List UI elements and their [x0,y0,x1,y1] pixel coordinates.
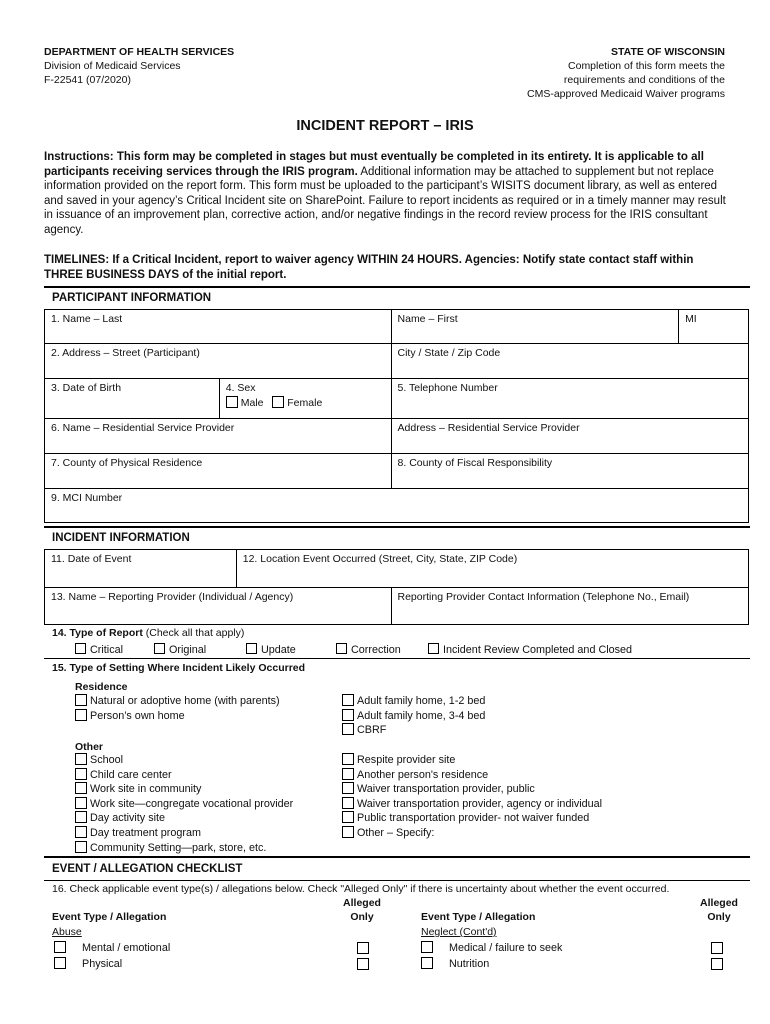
other-option[interactable] [342,782,602,797]
residential-provider-field[interactable]: 6. Name – Residential Service Provider [45,419,392,454]
alleged-header-left-1: Alleged [343,897,381,909]
option-label: Waiver transportation provider, agency or individual [357,797,603,810]
event-checkbox[interactable] [421,957,433,969]
residence-left-list [75,694,280,723]
event-type-header-left: Event Type / Allegation [52,911,167,923]
incident-table [44,549,749,625]
original-checkbox[interactable] [154,643,165,654]
event-checkbox[interactable] [54,957,66,969]
county-physical-field[interactable]: 7. County of Physical Residence [45,454,392,489]
option-label: Natural or adoptive home (with parents) [90,695,280,707]
state-name: STATE OF WISCONSIN [611,46,725,58]
reporting-contact-field[interactable]: Reporting Provider Contact Information (Telephone No., Email) [391,588,749,625]
form-title: INCIDENT REPORT – IRIS [296,118,474,134]
other-option[interactable] [342,753,602,768]
update-checkbox[interactable] [246,643,257,654]
other-left-list [75,753,293,855]
review-closed-label: Incident Review Completed and Closed [443,644,633,656]
checkbox[interactable] [75,782,87,794]
other-right-list [342,753,602,841]
correction-checkbox[interactable] [336,643,347,654]
alleged-header-left-2: Only [350,911,374,923]
report-type-label-bold: 14. Type of Report [52,627,143,639]
checkbox[interactable] [342,723,354,735]
event-label: Physical [82,958,123,970]
alleged-only-checkbox[interactable] [357,958,372,971]
option-label: Work site—congregate vocational provider [90,797,294,810]
option-label: Person’s own home [90,709,185,722]
form-number: F-22541 (07/2020) [44,74,131,86]
residence-option[interactable] [342,694,485,709]
residence-option[interactable] [342,709,485,724]
review-closed-checkbox[interactable] [428,643,439,654]
division-name: Division of Medicaid Services [44,60,181,72]
reporting-provider-field[interactable]: 13. Name – Reporting Provider (Individual / Agency) [45,588,392,625]
original-label: Original [169,644,207,656]
alleged-header-right-2: Only [707,911,731,923]
option-label: Adult family home, 3-4 bed [357,709,486,722]
checkbox[interactable] [75,811,87,823]
report-type-review-closed[interactable] [428,643,632,658]
option-label: Child care center [90,768,172,781]
instructions-bold: Instructions: This form may be completed in stages but must eventually be completed in its entirety. It is applicable to all participants receiving services through the IRIS program. [44,151,704,178]
participant-table [44,309,749,523]
checkbox[interactable] [342,782,354,794]
checkbox[interactable] [342,753,354,765]
address-field[interactable]: 2. Address – Street (Participant) [45,344,392,379]
event-title-divider [44,880,750,881]
checkbox[interactable] [342,797,354,809]
participant-section-divider [44,286,750,288]
first-name-field[interactable]: Name – First [391,310,679,344]
compliance-line-3: CMS-approved Medicaid Waiver programs [526,88,725,100]
option-label: Day treatment program [90,826,202,839]
option-label: Respite provider site [357,754,456,766]
option-label: Waiver transportation provider, public [357,783,535,796]
event-type-header-right: Event Type / Allegation [421,911,536,923]
alleged-only-checkbox[interactable] [357,942,372,955]
event-instruction: 16. Check applicable event type(s) / allegations below. Check "Alleged Only" if there is uncertainty about whether the event occurred. [52,883,670,895]
female-label: Female [287,397,323,409]
report-type-label-rest: (Check all that apply) [142,627,245,639]
residence-option[interactable] [75,709,280,724]
checkbox[interactable] [75,797,87,809]
abuse-group-label: Abuse [52,926,82,938]
report-type-correction[interactable] [336,643,401,658]
instructions [44,150,734,238]
checkbox[interactable] [75,753,87,765]
event-label: Mental / emotional [82,942,171,954]
other-option[interactable] [75,826,293,841]
option-label: Other – Specify: [357,826,435,839]
event-checkbox[interactable] [421,941,433,953]
event-location-field[interactable]: 12. Location Event Occurred (Street, City, State, ZIP Code) [236,550,748,588]
other-option[interactable] [75,811,293,826]
report-type-update[interactable] [246,643,296,658]
update-label: Update [261,644,296,656]
option-label: Public transportation provider- not waiver funded [357,812,590,825]
instructions-body: Additional information may be attached to supplement but not replace information provided on the report form. This form must be uploaded to the participant’s WISITS document library, as well as entered and saved in your agency’s Critical Incident site on SharePoint. Failure to report incidents as required or in a timely manner may result in issuance of an improvement plan, corrective action, and/or negative findings in the record review process for the IRIS consultant agency. [44,165,726,236]
residence-option[interactable] [342,723,485,738]
checkbox[interactable] [75,841,87,853]
option-label: School [90,754,124,766]
residence-option[interactable] [75,694,280,709]
sex-label: 4. Sex [225,382,256,394]
participant-section-title: PARTICIPANT INFORMATION [52,292,212,304]
female-checkbox[interactable] [272,396,284,408]
event-checkbox[interactable] [54,941,66,953]
last-name-field[interactable]: 1. Name – Last [45,310,392,344]
event-label: Nutrition [449,958,490,970]
checkbox[interactable] [75,768,87,780]
event-section-title: EVENT / ALLEGATION CHECKLIST [52,863,243,875]
event-row[interactable] [421,941,562,956]
checkbox[interactable] [75,826,87,838]
county-fiscal-field[interactable]: 8. County of Fiscal Responsibility [391,454,748,489]
male-label: Male [240,397,264,409]
incident-section-title: INCIDENT INFORMATION [52,532,190,544]
other-option[interactable] [75,841,293,856]
event-row[interactable] [54,941,170,956]
option-label: Another person's residence [357,768,489,781]
checkbox[interactable] [75,709,87,721]
event-section-divider [44,856,750,858]
residence-right-list [342,694,485,738]
alleged-only-checkbox[interactable] [711,958,726,971]
compliance-line-2: requirements and conditions of the [563,74,725,86]
event-row[interactable] [421,957,489,972]
checkbox[interactable] [342,811,354,823]
checkbox[interactable] [357,958,369,970]
alleged-header-right-1: Alleged [700,897,738,909]
report-type-original[interactable] [154,643,206,658]
other-option[interactable] [342,797,602,812]
option-label: Adult family home, 1-2 bed [357,695,486,707]
option-label: Work site in community [90,783,202,796]
option-label: Day activity site [90,812,165,825]
other-label: Other [75,741,104,753]
report-type-label [52,627,244,639]
other-option[interactable] [342,826,602,841]
checkbox[interactable] [711,958,723,970]
male-checkbox[interactable] [226,396,238,408]
checkbox[interactable] [75,694,87,706]
telephone-field[interactable]: 5. Telephone Number [391,379,748,419]
checkbox[interactable] [342,709,354,721]
alleged-only-checkbox[interactable] [711,942,726,955]
incident-section-divider [44,526,750,528]
department-name: DEPARTMENT OF HEALTH SERVICES [44,46,235,58]
checkbox[interactable] [342,826,354,838]
dob-field[interactable]: 3. Date of Birth [45,379,220,419]
residential-provider-address-field[interactable]: Address – Residential Service Provider [391,419,748,454]
middle-initial-field[interactable]: MI [679,310,749,344]
event-row[interactable] [54,957,122,972]
residence-label: Residence [75,681,128,693]
other-option[interactable] [75,782,293,797]
critical-label: Critical [90,644,123,656]
checkbox[interactable] [342,694,354,706]
timelines: TIMELINES: If a Critical Incident, report to waiver agency WITHIN 24 HOURS. Agencies: Notify state contact staff within THREE BUSINESS DAYS of the initial report. [44,254,694,281]
option-label: CBRF [357,724,387,737]
other-option[interactable] [75,753,293,768]
city-state-zip-field[interactable]: City / State / Zip Code [391,344,748,379]
other-option[interactable] [342,811,602,826]
event-label: Medical / failure to seek [449,942,563,954]
sex-field [219,379,391,419]
other-option[interactable] [75,768,293,783]
checkbox[interactable] [342,768,354,780]
checkbox[interactable] [357,942,369,954]
report-type-divider [44,658,750,659]
option-label: Community Setting—park, store, etc. [90,841,267,854]
mci-number-field[interactable]: 9. MCI Number [45,489,749,523]
neglect-group-label: Neglect (Cont'd) [421,926,497,938]
report-type-critical[interactable] [75,643,123,658]
event-date-field[interactable]: 11. Date of Event [45,550,237,588]
checkbox[interactable] [711,942,723,954]
setting-label: 15. Type of Setting Where Incident Likely Occurred [52,662,306,674]
critical-checkbox[interactable] [75,643,86,654]
other-option[interactable] [75,797,293,812]
correction-label: Correction [351,644,401,656]
compliance-line-1: Completion of this form meets the [568,60,725,72]
other-option[interactable] [342,768,602,783]
